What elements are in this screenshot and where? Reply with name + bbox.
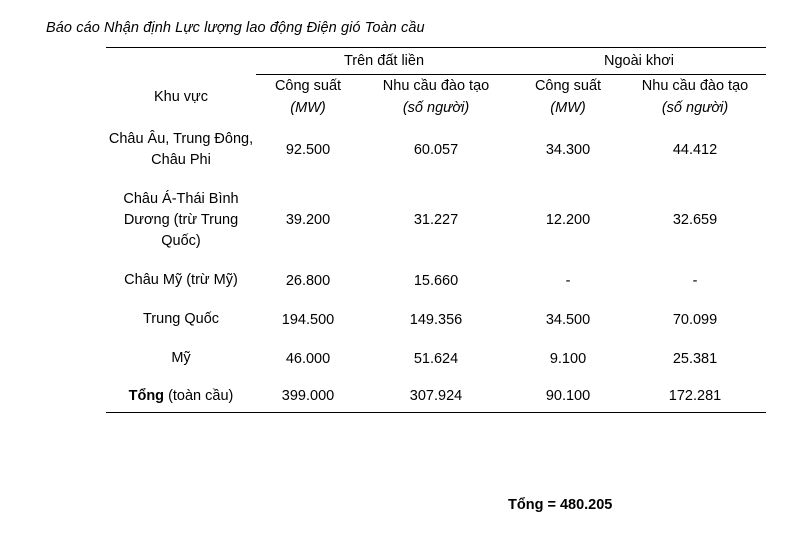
row-region-label: Trung Quốc	[142, 311, 220, 328]
table-caption: Báo cáo Nhận định Lực lượng lao động Điện gió Toàn cầu	[46, 20, 425, 36]
column-header-capacity-offshore	[512, 75, 624, 120]
cell-training-offshore: 25.381	[672, 350, 718, 367]
table-row	[106, 300, 766, 339]
table-row	[106, 180, 766, 261]
table-total-row	[106, 378, 766, 413]
total-training-onshore: 307.924	[360, 378, 512, 413]
column-header-training-offshore-label: Nhu cầu đào tạo	[641, 78, 749, 94]
cell-capacity-offshore: 34.300	[545, 141, 591, 158]
table-group-header-row	[106, 48, 766, 75]
column-header-training-onshore-label: Nhu cầu đào tạo	[382, 78, 490, 94]
total-row-label	[106, 378, 256, 413]
column-header-capacity-onshore	[256, 75, 360, 120]
row-region-label: Châu Âu, Trung Đông, Châu Phi	[108, 130, 254, 168]
total-capacity-offshore: 90.100	[512, 378, 624, 413]
column-header-training-onshore	[360, 75, 512, 120]
table-header-row	[106, 75, 766, 120]
cell-capacity-onshore: 39.200	[285, 212, 331, 229]
grand-total: Tổng = 480.205	[508, 497, 613, 513]
group-header-spacer	[106, 48, 256, 75]
row-region-label: Mỹ	[171, 350, 191, 367]
cell-training-offshore: 70.099	[672, 311, 718, 328]
table-row	[106, 339, 766, 378]
total-training-offshore: 172.281	[624, 378, 766, 413]
cell-capacity-onshore: 194.500	[281, 311, 335, 328]
group-header-offshore: Ngoài khơi	[512, 48, 766, 75]
cell-training-offshore: 44.412	[672, 141, 718, 158]
page-top-margin	[0, 0, 810, 8]
cell-capacity-offshore: -	[565, 272, 571, 289]
column-header-capacity-onshore-unit: (MW)	[290, 100, 326, 117]
cell-capacity-onshore: 26.800	[285, 272, 331, 289]
cell-capacity-onshore: 92.500	[285, 141, 331, 158]
cell-training-offshore: -	[692, 272, 698, 289]
cell-capacity-offshore: 34.500	[545, 311, 591, 328]
cell-training-offshore: 32.659	[672, 212, 718, 229]
cell-training-onshore: 15.660	[413, 272, 459, 289]
table-row	[106, 120, 766, 180]
total-row-label-rest: (toàn cầu)	[164, 388, 234, 405]
cell-training-onshore: 31.227	[413, 212, 459, 229]
column-header-training-offshore-unit: (số người)	[661, 100, 729, 117]
table-row	[106, 261, 766, 300]
group-header-onshore: Trên đất liền	[256, 48, 512, 75]
column-header-capacity-offshore-label: Công suất	[534, 78, 602, 94]
cell-training-onshore: 60.057	[413, 141, 459, 158]
column-header-region: Khu vực	[153, 89, 209, 106]
column-header-capacity-offshore-unit: (MW)	[550, 100, 586, 117]
cell-capacity-offshore: 9.100	[549, 350, 587, 367]
column-header-training-offshore	[624, 75, 766, 120]
row-region-label: Châu Á-Thái Bình Dương (trừ Trung Quốc)	[123, 190, 239, 249]
total-capacity-onshore: 399.000	[256, 378, 360, 413]
row-region-label: Châu Mỹ (trừ Mỹ)	[124, 272, 238, 289]
cell-training-onshore: 51.624	[413, 350, 459, 367]
cell-training-onshore: 149.356	[409, 311, 463, 328]
workforce-table	[106, 47, 766, 413]
cell-capacity-onshore: 46.000	[285, 350, 331, 367]
total-row-label-bold: Tổng	[128, 388, 165, 405]
cell-capacity-offshore: 12.200	[545, 212, 591, 229]
column-header-training-onshore-unit: (số người)	[402, 100, 470, 117]
column-header-capacity-onshore-label: Công suất	[274, 78, 342, 94]
